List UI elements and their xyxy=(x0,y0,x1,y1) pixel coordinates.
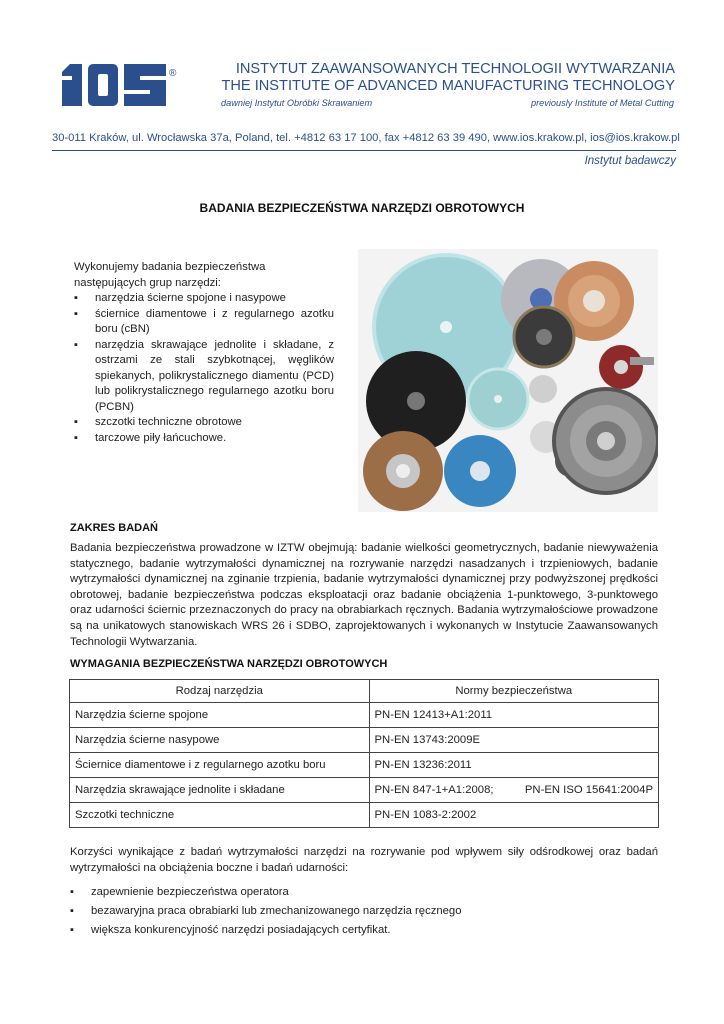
column-header-standards: Normy bezpieczeństwa xyxy=(369,680,659,703)
list-item: ▪ większa konkurencyjność narzędzi posiadających certyfikat. xyxy=(70,921,658,940)
tool-groups-list xyxy=(74,291,334,446)
institute-type: Instytut badawczy xyxy=(584,155,676,167)
tool-type-cell: Szczotki techniczne xyxy=(70,803,370,828)
former-name-en: previously Institute of Metal Cutting xyxy=(531,98,674,108)
standard-cell: PN-EN 13236:2011 xyxy=(369,753,659,778)
intro-section xyxy=(74,260,334,446)
list-item: ▪ tarczowe piły łańcuchowe. xyxy=(74,431,334,447)
list-item: ▪ ściernice diamentowe i z regularnego azotku boru (cBN) xyxy=(74,307,334,338)
standard-cell: PN-EN 847-1+A1:2008; PN-EN ISO 15641:2004P xyxy=(369,778,659,803)
tool-type-cell: Narzędzia ścierne spojone xyxy=(70,703,370,728)
table-row xyxy=(70,778,659,803)
list-item: ▪ zapewnienie bezpieczeństwa operatora xyxy=(70,883,658,902)
ios-logo xyxy=(60,62,178,108)
ios-logo-mark xyxy=(60,62,170,108)
safety-standards-table xyxy=(69,679,659,828)
standard-cell: PN-EN 13743:2009E xyxy=(369,728,659,753)
list-item: ▪ szczotki techniczne obrotowe xyxy=(74,415,334,431)
table-row xyxy=(70,803,659,828)
list-item: ▪ bezawaryjna praca obrabiarki lub zmechanizowanego narzędzia ręcznego xyxy=(70,902,658,921)
benefits-text: Korzyści wynikające z badań wytrzymałości narzędzi na rozrywanie pod wpływem siły odśrodkowej oraz badań wytrzymałości na obciążenia boczne i badań udarności: xyxy=(70,846,658,874)
header-divider xyxy=(52,150,676,151)
intro-lead: Wykonujemy badania bezpieczeństwa następujących grup narzędzi: xyxy=(74,261,266,289)
table-row xyxy=(70,703,659,728)
former-names xyxy=(221,98,674,108)
standard-cell: PN-EN 12413+A1:2011 xyxy=(369,703,659,728)
tool-type-cell: Narzędzia skrawające jednolite i składane xyxy=(70,778,370,803)
rotary-tools-photo xyxy=(358,249,658,512)
institute-name-en: THE INSTITUTE OF ADVANCED MANUFACTURING TECHNOLOGY xyxy=(221,78,675,94)
list-item: ▪ narzędzia ścierne spojone i nasypowe xyxy=(74,291,334,307)
list-item: ▪ narzędzia skrawające jednolite i składane, z ostrzami ze stali szybkotnącej, węglików spiekanych, polikrystalicznego diamentu (PCD) lub polikrystalicznego regularnego azotku boru (PCBN) xyxy=(74,338,334,416)
table-row xyxy=(70,753,659,778)
tool-type-cell: Ściernice diamentowe i z regularnego azotku boru xyxy=(70,753,370,778)
standard-cell: PN-EN 1083-2:2002 xyxy=(369,803,659,828)
column-header-tool-type: Rodzaj narzędzia xyxy=(70,680,370,703)
table-row xyxy=(70,728,659,753)
institute-name-pl: INSTYTUT ZAAWANSOWANYCH TECHNOLOGII WYTWARZANIA xyxy=(235,61,675,77)
table-header-row xyxy=(70,680,659,703)
tool-type-cell: Narzędzia ścierne nasypowe xyxy=(70,728,370,753)
contact-address: 30-011 Kraków, ul. Wrocławska 37a, Poland, tel. +4812 63 17 100, fax +4812 63 39 490, www.ios.krakow.pl, ios@ios.krakow.pl xyxy=(52,132,680,144)
requirements-heading: WYMAGANIA BEZPIECZEŃSTWA NARZĘDZI OBROTOWYCH xyxy=(70,658,388,670)
page-title: BADANIA BEZPIECZEŃSTWA NARZĘDZI OBROTOWYCH xyxy=(199,201,525,215)
former-name-pl: dawniej Instytut Obróbki Skrawaniem xyxy=(221,98,373,108)
registered-mark: ® xyxy=(169,68,177,79)
scope-heading: ZAKRES BADAŃ xyxy=(70,522,158,534)
scope-text: Badania bezpieczeństwa prowadzone w IZTW obejmują: badanie wielkości geometrycznych, badanie niewyważenia statycznego, badanie wytrzymałości dynamicznej na rozrywanie narzędzi nasadzanych i trzpieniowych, badanie wytrzymałości dynamicznej na zginanie trzpienia, badanie wytrzymałości dynamicznej przy podwyższonej prędkości obrotowej, badanie bezpieczeństwa podczas eksploatacji oraz badanie obciążenia 1-punktowego, 3-punktowego oraz udarności ściernic przeznaczonych do pracy na obrabiarkach ręcznych. Badania wytrzymałościowe prowadzone są na unikatowych stanowiskach WRS 26 i SDBO, zaprojektowanych i wykonanych w Instytucie Zaawansowanych Technologii Wytwarzania. xyxy=(70,542,658,648)
benefits-list xyxy=(70,883,658,940)
